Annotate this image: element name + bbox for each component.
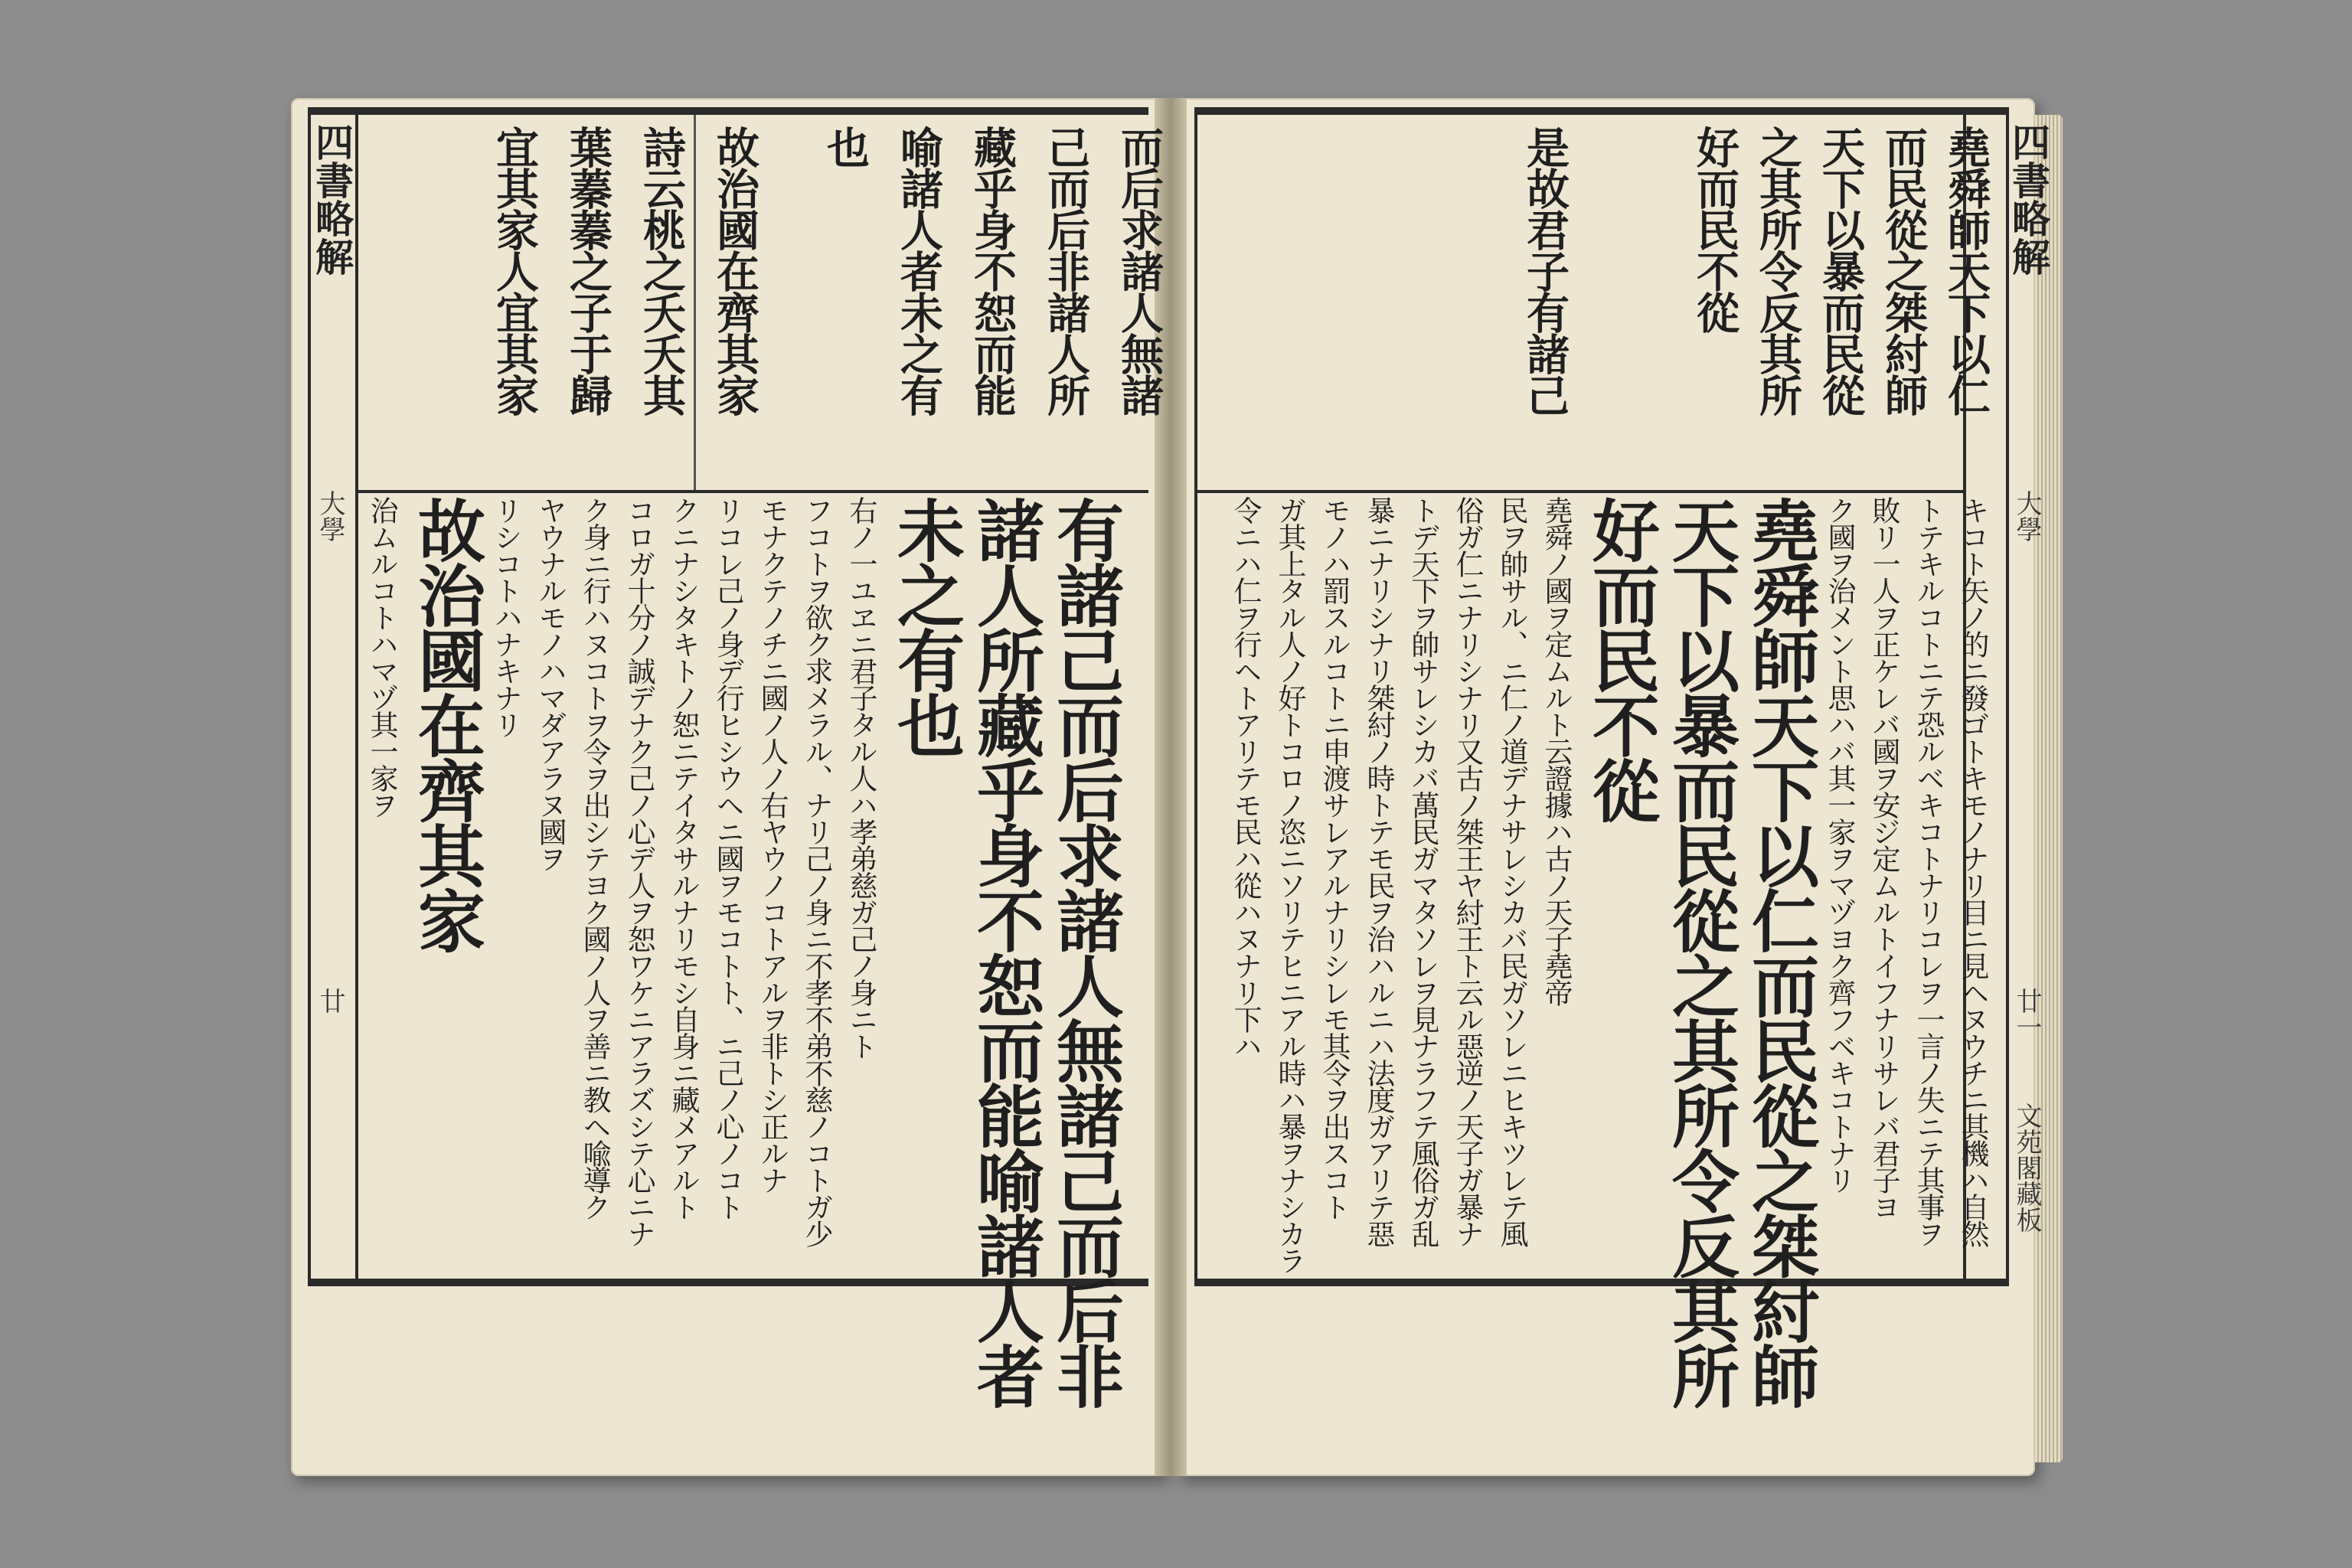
- left-main-column: 有諸己而后求諸人無諸己而后非: [1046, 496, 1125, 1407]
- left-margin-section: 大學: [315, 490, 345, 542]
- right-margin-title: 四書略解: [2006, 122, 2051, 276]
- right-gloss-column: トデ天下ヲ帥サレシカバ萬民ガマタソレヲ見ナラフテ風俗ガ乱: [1406, 496, 1439, 1246]
- left-upper-column: 喻諸人者未之有: [893, 126, 944, 415]
- left-gloss-column: モナクテノチニ國ノ人ノ右ヤウノコトアルヲ非トシ正ルナ: [756, 496, 789, 1193]
- left-upper-divider: [358, 490, 1148, 493]
- right-main-column: 好而民不從: [1582, 496, 1661, 822]
- left-upper-split: [694, 115, 696, 490]
- left-gloss-column: コロガ十分ノ誠デナク己ノ心デ人ヲ恕ワケニアラズシテ心ニナ: [622, 496, 655, 1246]
- right-inner-rule: [1194, 115, 1197, 1279]
- right-gloss-column: トテキルコトニテ恐ルベキコトナリコレヲ一言ノ失ニテ其事ヲ: [1912, 496, 1945, 1246]
- right-gloss-column: 堯舜ノ國ヲ定ムルト云證據ハ古ノ天子堯帝: [1540, 496, 1573, 1005]
- left-gloss-column: 治ムルコトハマヅ其一家ヲ: [365, 496, 398, 818]
- right-main-column: 堯舜師天下以仁而民從之桀紂師: [1741, 496, 1821, 1407]
- right-gloss-column: 敗リ一人ヲ正ケレバ國ヲ安ジ定ムルトイフナリサレバ君子ヨ: [1867, 496, 1900, 1220]
- left-gloss-column: ク身ニ行ハヌコトヲ令ヲ出シテヨク國ノ人ヲ善ニ教ヘ喩導ク: [578, 496, 611, 1220]
- left-gloss-column: クニナシタキトノ恕ニテイタサルナリモシ自身ニ藏メアルト: [667, 496, 700, 1220]
- right-gloss-column: 暴ニナリシナリ桀紂ノ時トテモ民ヲ治ハルニハ法度ガアリテ惡: [1362, 496, 1395, 1246]
- right-margin-section: 大學: [2011, 490, 2042, 542]
- left-margin-folio: 廿: [315, 988, 345, 1014]
- left-main-column: 未之有也: [887, 496, 966, 756]
- right-gloss-column: ガ其上タル人ノ好トコロノ恣ニソリテヒニアル時ハ暴ヲナシカラ: [1273, 496, 1306, 1273]
- right-upper-column: 而民從之桀紂師: [1878, 126, 1929, 415]
- left-gloss-column: 右ノ一ユヱニ君子タル人ハ孝弟慈ガ己ノ身ニト: [844, 496, 877, 1059]
- left-upper-column: 藏乎身不恕而能: [967, 126, 1018, 415]
- right-upper-divider: [1194, 490, 1963, 493]
- left-gloss-column: リシコトハナキナリ: [489, 496, 522, 737]
- left-main-column: 諸人所藏乎身不恕而能喻諸人者: [966, 496, 1046, 1407]
- left-upper-column: 宜其家人宜其家: [489, 126, 540, 415]
- right-upper-column: 天下以暴而民從: [1815, 126, 1866, 415]
- right-upper-column: 堯舜師天下以仁: [1941, 126, 1991, 415]
- left-gloss-column: フコトヲ欲ク求メラル、ナリ己ノ身ニ不孝不弟不慈ノコトガ少: [800, 496, 833, 1246]
- left-upper-column: 葉蓁蓁之子于歸: [563, 126, 613, 415]
- right-gloss-column: 俗ガ仁ニナリシナリ又古ノ桀王ヤ紂王ト云ル惡逆ノ天子ガ暴ナ: [1451, 496, 1484, 1246]
- right-gloss-column: 民ヲ帥サル、ニ仁ノ道デナサレシカバ民ガソレニヒキツレテ風: [1495, 496, 1528, 1246]
- left-margin-title: 四書略解: [309, 122, 354, 276]
- right-gloss-column: キコト矢ノ的ニ發ゴトキモノナリ目ニ見ヘヌウチニ其機ハ自然: [1956, 496, 1989, 1246]
- right-gloss-column: 令ニハ仁ヲ行ヘトアリテモ民ハ從ハヌナリ下ハ: [1229, 496, 1262, 1059]
- right-gloss-column: ク國ヲ治メント思ハバ其一家ヲマヅヨク齊フベキコトナリ: [1823, 496, 1856, 1193]
- left-gloss-column: ヤウナルモノハマダアラヌ國ヲ: [534, 496, 567, 871]
- left-upper-column: 故治國在齊其家: [710, 126, 760, 415]
- right-margin-folio: 廿一: [2011, 988, 2042, 1040]
- right-upper-column: 是故君子有諸己: [1520, 126, 1570, 415]
- left-upper-column: 詩云桃之夭夭其: [636, 126, 687, 415]
- right-margin-publisher: 文苑閣藏板: [2011, 1102, 2042, 1233]
- right-upper-column: 好而民不從: [1690, 126, 1740, 332]
- left-main-column: 故治國在齊其家: [407, 496, 487, 952]
- left-gloss-column: リコレ己ノ身デ行ヒシウヘニ國ヲモコトト、ニ己ノ心ノコト: [711, 496, 744, 1220]
- left-upper-column: 也: [820, 126, 871, 167]
- left-margin-rule: [355, 115, 358, 1279]
- right-gloss-column: モノハ罰スルコトニ申渡サレアルナリシレモ其令ヲ出スコト: [1318, 496, 1351, 1220]
- left-upper-column: 而后求諸人無諸: [1114, 126, 1165, 415]
- right-main-column: 天下以暴而民從之其所令反其所: [1661, 496, 1741, 1407]
- left-upper-column: 己而后非諸人所: [1040, 126, 1091, 415]
- right-upper-column: 之其所令反其所: [1753, 126, 1803, 415]
